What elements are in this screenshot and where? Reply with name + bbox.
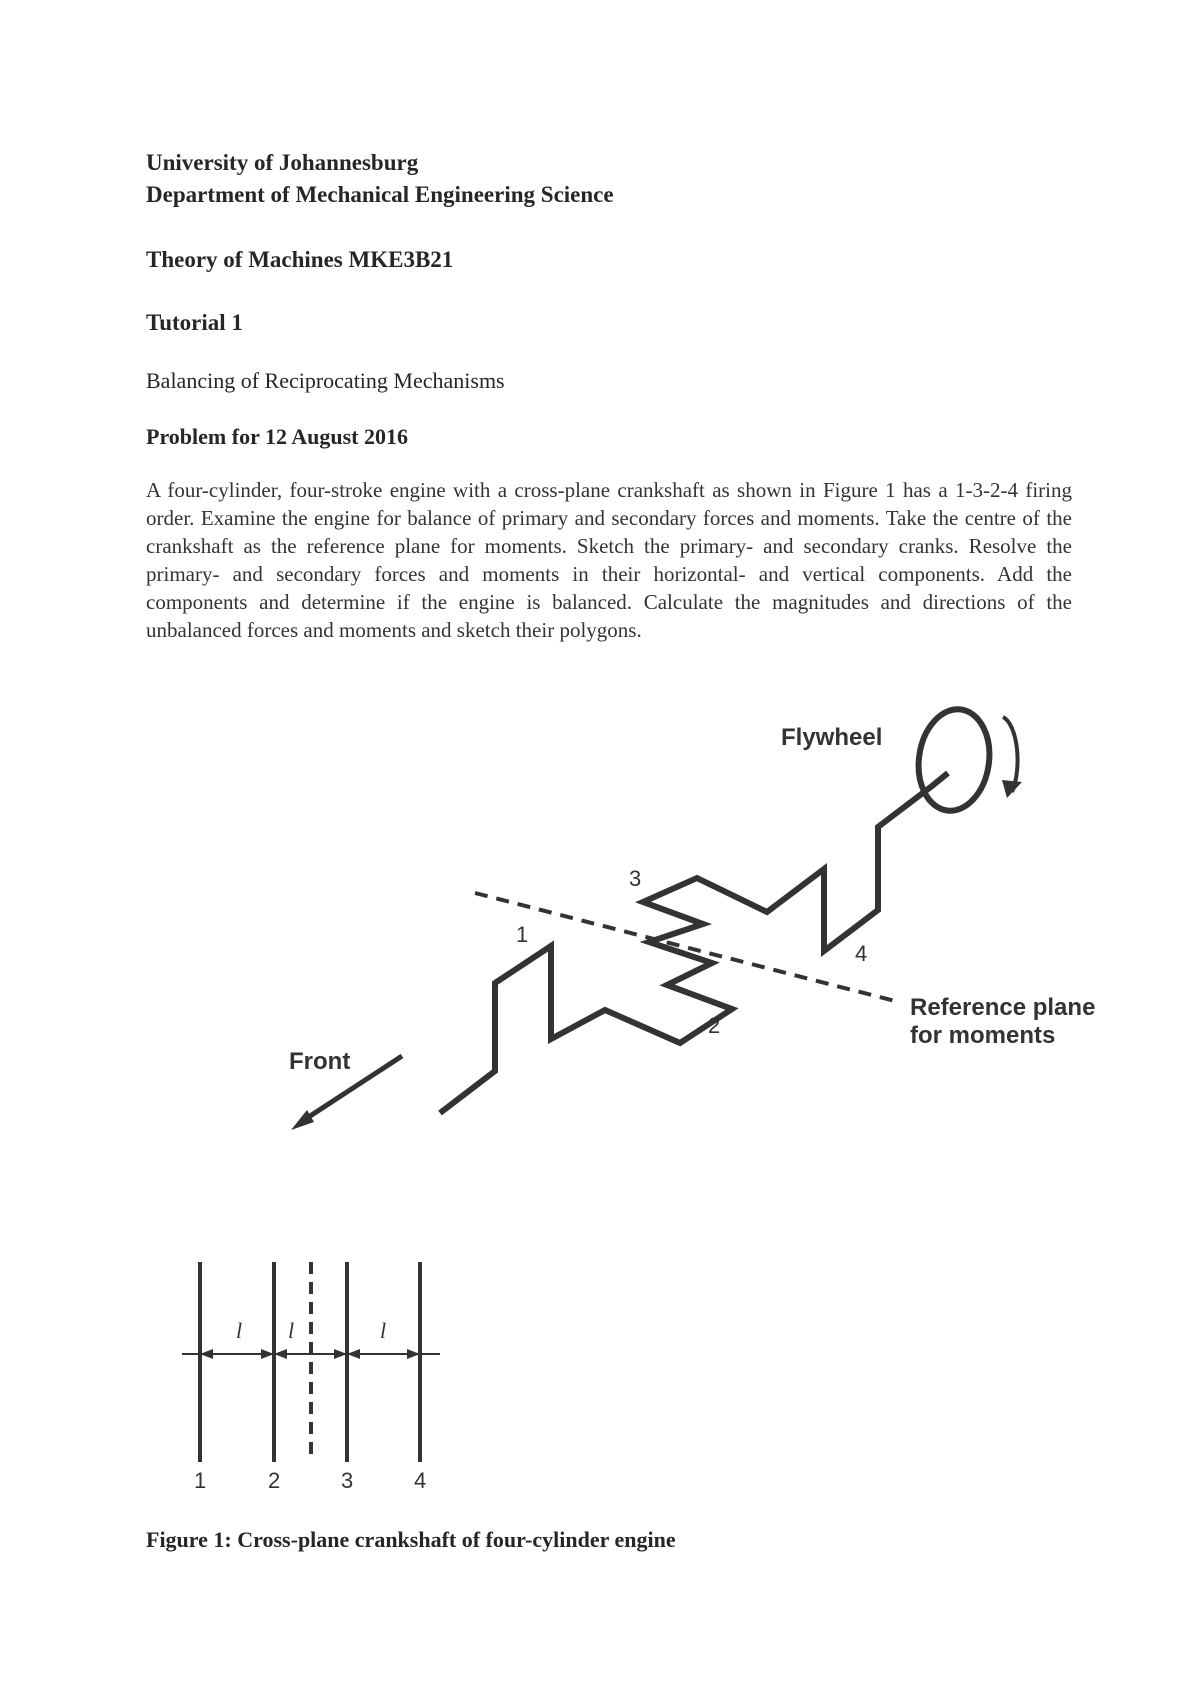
flywheel-disc: [912, 705, 996, 816]
crank-label-2: 2: [708, 1013, 721, 1038]
spacing-label-1: l: [236, 1318, 243, 1343]
rotation-arrowhead-icon: [1002, 780, 1022, 798]
spacing-label-3: l: [380, 1318, 387, 1343]
figure-caption: Figure 1: Cross-plane crankshaft of four-cylinder engine: [146, 1527, 676, 1552]
department-heading: Department of Mechanical Engineering Science: [146, 182, 614, 207]
course-title: Theory of Machines MKE3B21: [146, 247, 454, 272]
reference-plane-label-line1: Reference plane: [910, 994, 1096, 1021]
university-heading: University of Johannesburg: [146, 150, 419, 175]
crank-label-3: 3: [629, 866, 642, 891]
reference-plane-label-line2: for moments: [910, 1022, 1056, 1049]
problem-statement: A four-cylinder, four-stroke engine with a cross-plane crankshaft as shown in Figure 1 has a 1-3-2-4 firing order. Examine the engine for balance of primary and secondary forces and moments. Take the centre of the crankshaft as the reference plane for moments. Sketch the primary- and secondary cranks. Resolve the primary- and secondary forces and moments in their horizontal- and vertical components. Add the components and determine if the engine is balanced. Calculate the magnitudes and directions of the unbalanced forces and moments and sketch their polygons.: [146, 478, 1072, 642]
crank-label-1: 1: [516, 922, 529, 947]
crank-label-4: 4: [855, 941, 868, 966]
plane-label-2: 2: [268, 1468, 281, 1493]
topic-title: Balancing of Reciprocating Mechanisms: [146, 368, 505, 393]
problem-date-heading: Problem for 12 August 2016: [146, 424, 408, 449]
tutorial-title: Tutorial 1: [146, 310, 243, 335]
plane-label-1: 1: [194, 1468, 207, 1493]
flywheel-label: Flywheel: [781, 724, 883, 751]
plane-label-4: 4: [414, 1468, 427, 1493]
plane-label-3: 3: [341, 1468, 354, 1493]
spacing-label-2: l: [288, 1318, 295, 1343]
front-label: Front: [289, 1048, 351, 1075]
